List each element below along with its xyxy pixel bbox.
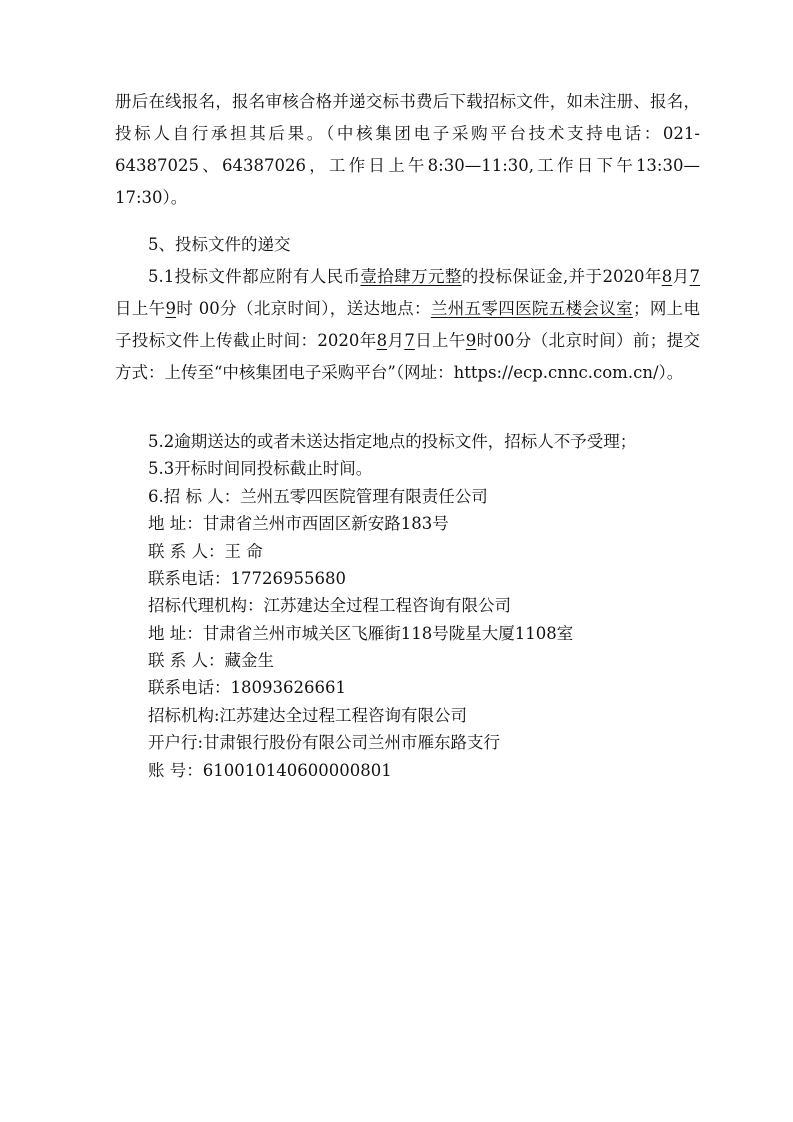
agency-contact: 联 系 人：藏金生 — [148, 651, 274, 670]
deadline-hour: 9 — [165, 299, 177, 318]
address-label: 地 址： — [148, 514, 203, 533]
section-heading-bid-submission: 5、投标文件的递交 — [148, 235, 291, 254]
agency-phone: 联系电话：18093626661 — [148, 678, 346, 697]
deadline-month: 8 — [661, 267, 673, 286]
text-segment: 时 00分（北京时间），送达地点： — [176, 299, 431, 318]
text-segment: 日上午 — [115, 299, 166, 318]
bank-account: 账 号：610010140600000801 — [148, 761, 392, 780]
text-segment: 日上午 — [414, 331, 466, 350]
upload-deadline-hour: 9 — [465, 331, 477, 350]
bidding-organization: 招标机构:江苏建达全过程工程咨询有限公司 — [148, 706, 468, 725]
text-segment: 时00分（北京时间）前；提交方式：上传至“中核集团电子采购平台”（网址：https://ecp.cnnc.com.cn/）。 — [115, 331, 701, 382]
tenderer-contact: 联 系 人：王 命 — [148, 542, 263, 561]
upload-deadline-day: 7 — [404, 331, 415, 350]
text-segment: ；网上电子投标文件上传截止时间：2020年 — [115, 299, 701, 350]
tenderer-address — [148, 512, 449, 536]
text-segment: 5.1投标文件都应附有人民币 — [148, 267, 361, 286]
tenderer-phone: 联系电话：17726955680 — [148, 569, 346, 588]
bank-name: 开户行:甘肃银行股份有限公司兰州市雁东路支行 — [148, 733, 501, 752]
delivery-place: 兰州五零四医院五楼会议室 — [430, 299, 633, 318]
clause-5-2: 5.2逾期送达的或者未送达指定地点的投标文件，招标人不予受理； — [148, 432, 637, 451]
agency-name: 招标代理机构：江苏建达全过程工程咨询有限公司 — [148, 596, 511, 615]
deposit-amount: 壹拾肆万元整 — [360, 267, 462, 286]
text-segment: 月 — [672, 267, 690, 286]
deadline-day: 7 — [689, 267, 700, 286]
paragraph-bid-deposit — [115, 261, 700, 389]
agency-address — [148, 622, 573, 646]
address-label: 地 址： — [148, 624, 203, 643]
upload-deadline-month: 8 — [376, 331, 388, 350]
clause-5-3: 5.3开标时间同投标截止时间。 — [148, 459, 373, 478]
address-value: 甘肃省兰州市城关区飞雁街118号陇星大厦1108室 — [202, 624, 574, 643]
paragraph-registration-note: 册后在线报名，报名审核合格并递交标书费后下载招标文件，如未注册、报名，投标人自行承担其后果。（中核集团电子采购平台技术支持电话：021-64387025、64387026，工作日上午8:30—11:30,工作日下午13:30—17:30）。 — [115, 92, 700, 207]
text-segment: 月 — [387, 331, 405, 350]
address-value: 甘肃省兰州市西固区新安路183号 — [202, 514, 449, 533]
text-segment: 的投标保证金,并于2020年 — [461, 267, 662, 286]
tenderer-name: 6.招 标 人：兰州五零四医院管理有限责任公司 — [148, 487, 488, 506]
